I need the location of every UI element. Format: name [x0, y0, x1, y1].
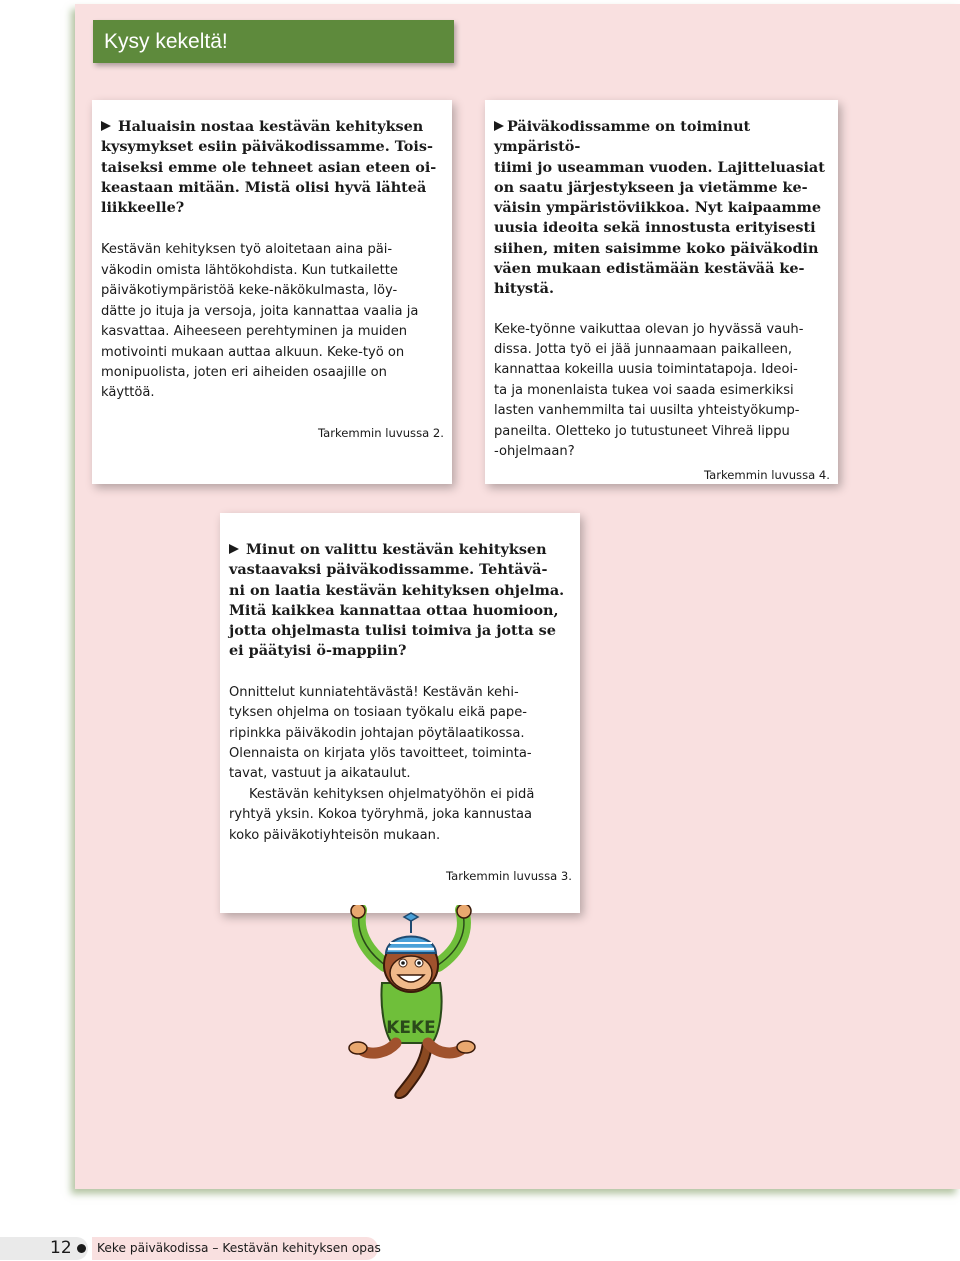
footer-title: Keke päiväkodissa – Kestävän kehityksen opas	[97, 1241, 381, 1255]
qa-card-2	[485, 100, 838, 484]
answer-text: Keke-työnne vaikuttaa olevan jo hyvässä vauh- dissa. Jotta työ ei jää junnaamaan paikalleen, kannattaa kokeilla uusia toimintatapoja. Ideoi- ta ja monenlaista tukea voi saada esimerkiksi lasten vanhemmilta tai uusilta yhteistyökump- paneilta. Oletteko jo tutustuneet Vihreä lippu -ohjelmaan?	[494, 321, 804, 460]
section-header	[93, 20, 454, 63]
triangle-bullet-icon	[494, 121, 504, 131]
question-text: Päiväkodissamme on toiminut ympäristö- tiimi jo useamman vuoden. Lajitteluasiat on saatu järjestykseen ja vietämme ke- väisin ympäristöviikkoa. Nyt kaipaamme uusia ideoita sekä innostusta erityisesti siihen, miten saisimme koko päiväkodin väen mukaan edistämään kestävää ke- hitystä.	[494, 118, 825, 298]
question-text: Haluaisin nostaa kestävän kehityksen kysymykset esiin päiväkodissamme. Tois- taiseksi emme ole tehneet asian eteen oi- keastaan mitään. Mistä olisi hyvä lähteä liikkeelle?	[101, 118, 437, 217]
footer-page-tab	[0, 1237, 88, 1260]
bullet-dot-icon	[77, 1244, 86, 1253]
svg-text:KEKE: KEKE	[386, 1018, 436, 1038]
question-text: Minut on valittu kestävän kehityksen vastaavaksi päiväkodissamme. Tehtävä- ni on laatia kestävän kehityksen ohjelma. Mitä kaikkea kannattaa ottaa huomioon, jotta ohjelmasta tulisi toimiva ja jotta se ei päätyisi ö-mappiin?	[229, 541, 565, 660]
chapter-reference: Tarkemmin luvussa 2.	[317, 425, 444, 440]
chapter-reference: Tarkemmin luvussa 3.	[445, 869, 572, 884]
triangle-bullet-icon	[229, 544, 239, 554]
keke-monkey-mascot	[340, 905, 485, 1100]
answer-text: Kestävän kehityksen työ aloitetaan aina päi- väkodin omista lähtökohdista. Kun tutkailette päiväkotiympäristöä keke-näkökulmasta, löy- dätte jo ituja ja versoja, joita kannattaa vaalia ja kasvattaa. Aiheeseen perehtyminen ja muiden motivointi mukaan auttaa alkuun. Keke-työ on monipuolista, joten eri aiheiden osaajille on käyttöä.	[101, 242, 419, 401]
qa-card-1	[92, 100, 452, 484]
answer-text: Onnittelut kunniatehtävästä! Kestävän kehi- tyksen ohjelma on tosiaan työkalu eikä pape- ripinkka päiväkodin johtajan pöytälaatikossa. Olennaista on kirjata ylös tavoitteet, toiminta- tavat, vastuut ja aikataulut. Kestävän kehityksen ohjelmatyöhön ei pidä ryhtyä yksin. Kokoa työryhmä, joka kannustaa koko päiväkotiyhteisön mukaan.	[229, 684, 535, 843]
chapter-reference: Tarkemmin luvussa 4.	[703, 467, 830, 482]
triangle-bullet-icon	[101, 121, 111, 131]
qa-card-3	[220, 513, 580, 913]
section-title: Kysy kekeltä!	[104, 30, 228, 53]
page-number: 12	[50, 1238, 72, 1258]
